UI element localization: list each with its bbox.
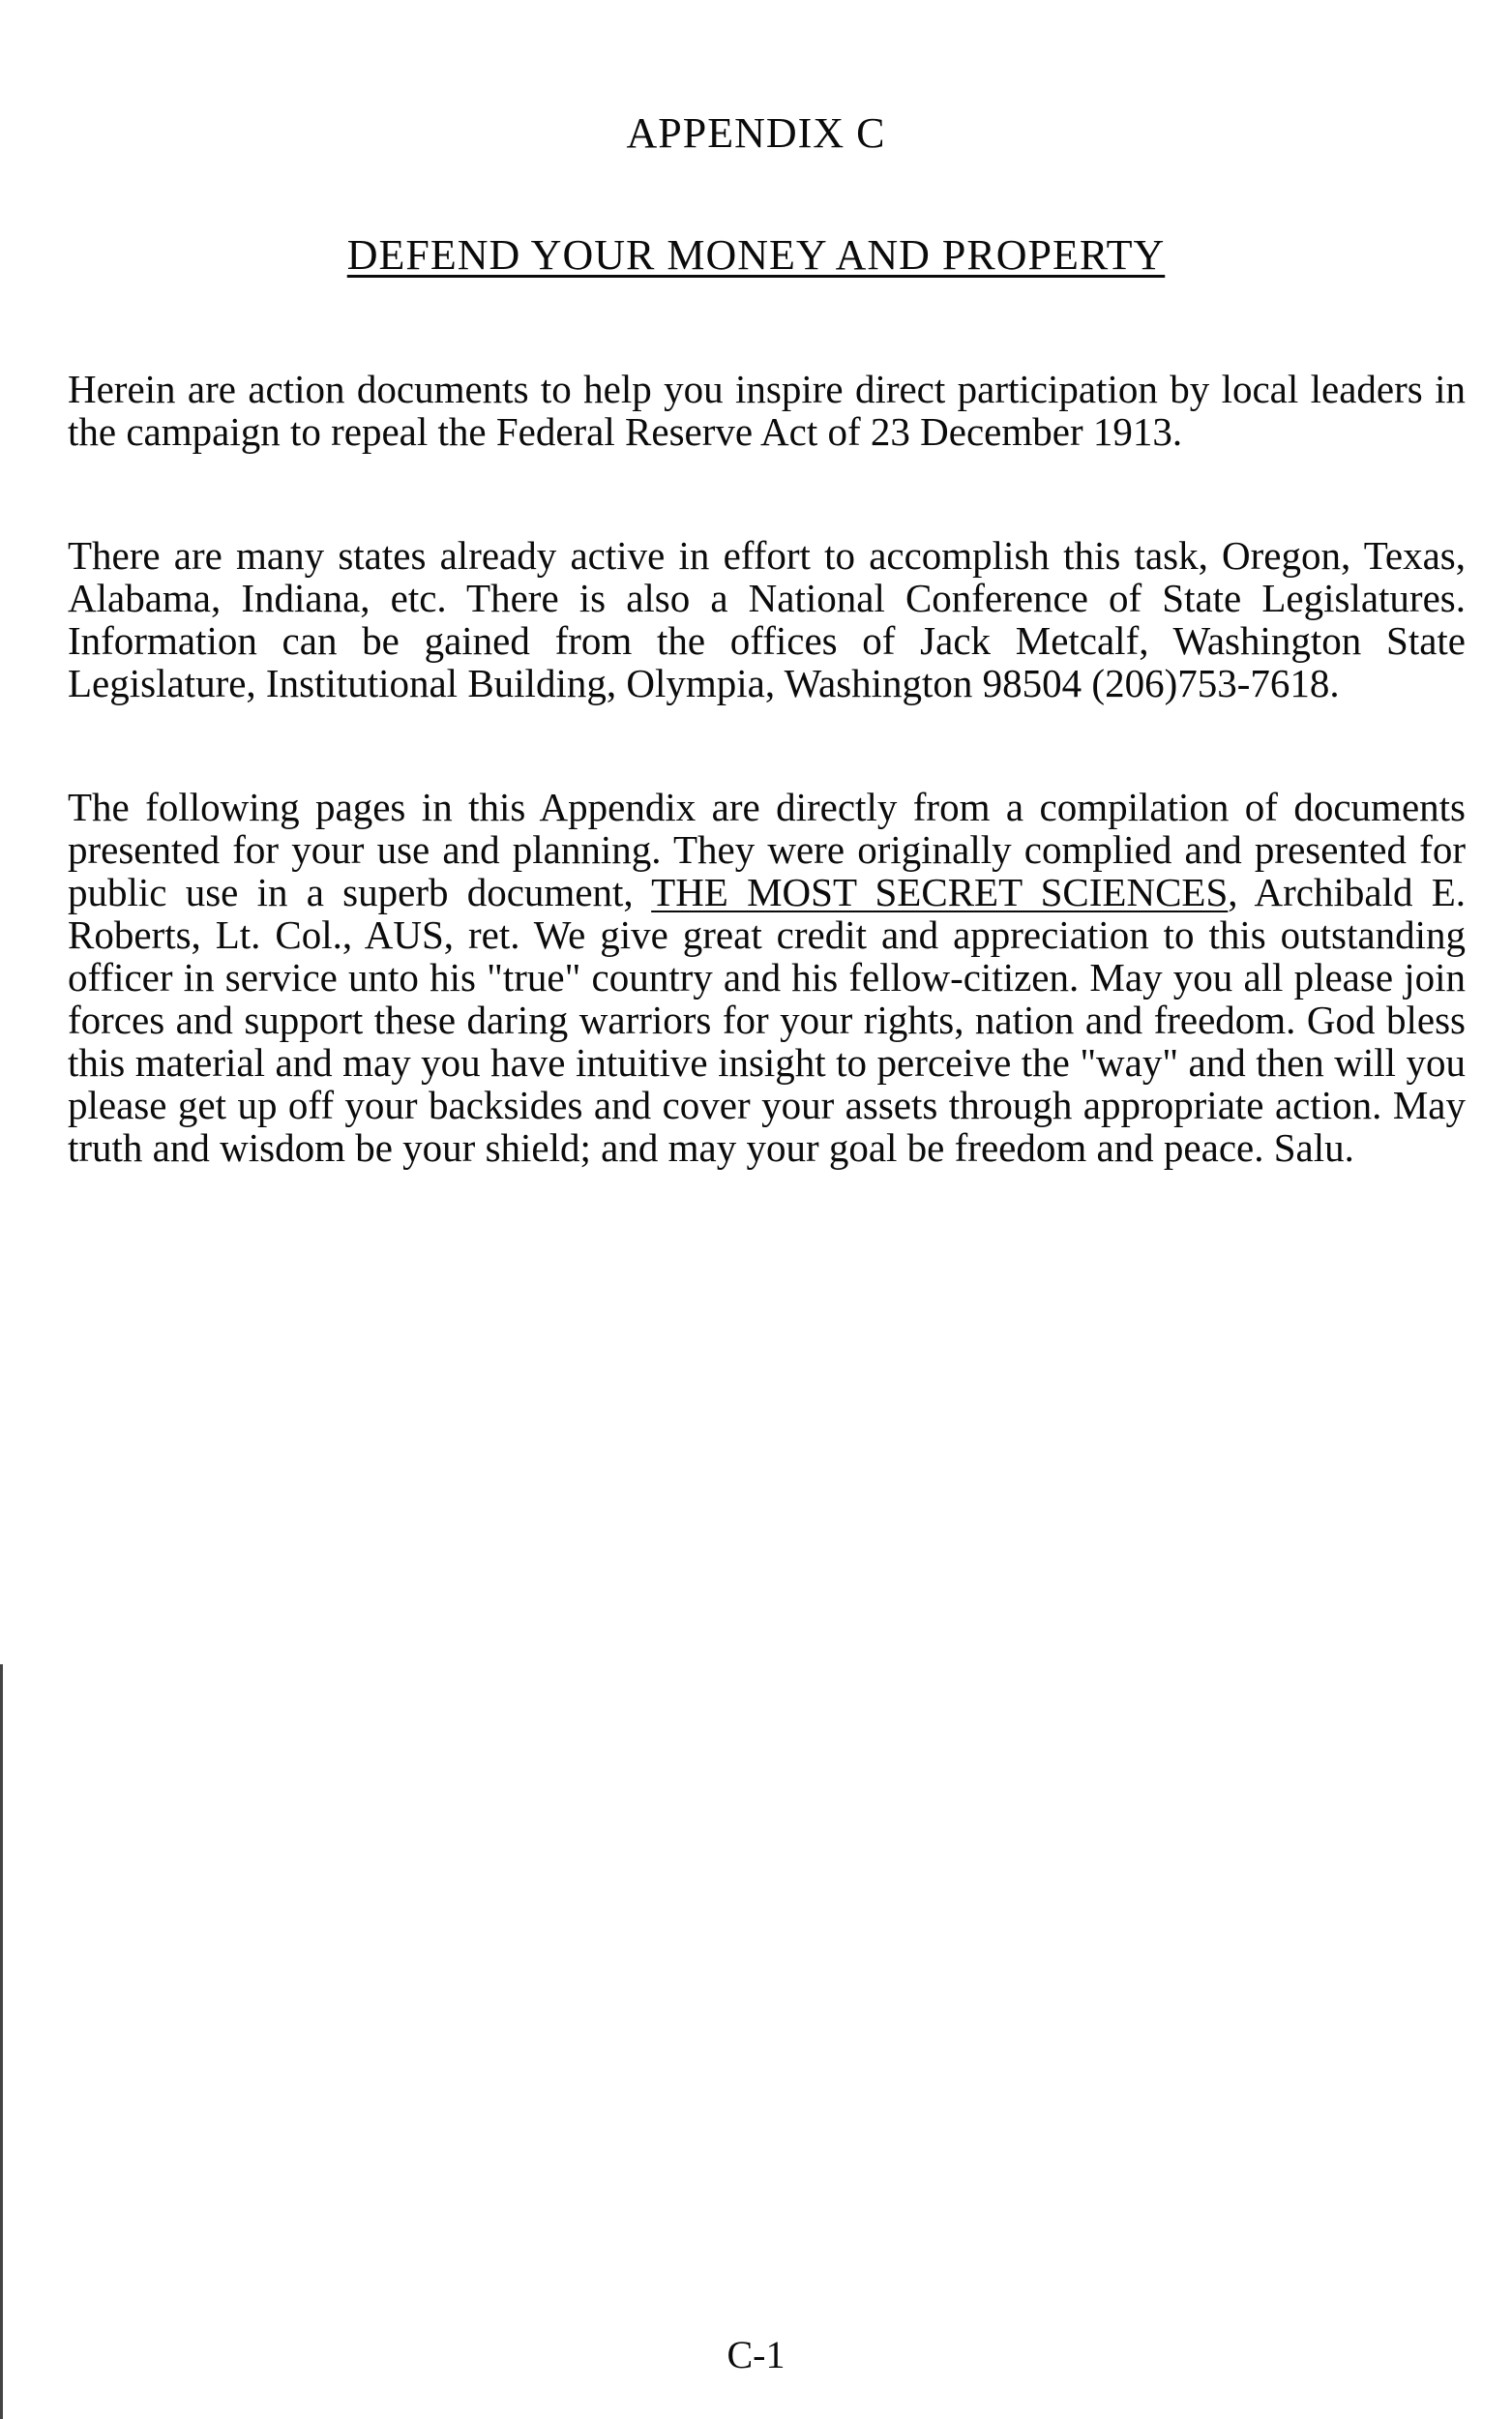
scan-margin-line [0, 1664, 3, 2419]
states-paragraph: There are many states already active in effort to accomplish this task, Oregon, Texas, Alabama, Indiana, etc. There is also a National Conference of State Legislatures. Information can be gained from the offices of Jack Metcalf, Washington State Legislature, Institutional Building, Olympia, Washington 98504 (206)753-7618. [68, 533, 1466, 705]
book-title: THE MOST SECRET SCIENCES [651, 870, 1229, 914]
compilation-text-end: , Archibald E. Roberts, Lt. Col., AUS, ret. We give great credit and appreciation to this outstanding officer in service unto his "true" country and his fellow-citizen. May you all please join forces and support these daring warriors for your rights, nation and freedom. God bless this material and may you have intuitive insight to perceive the "way" and then will you please get up off your backsides and cover your assets through appropriate action. May truth and wisdom be your shield; and may your goal be freedom and peace. Salu. [68, 870, 1466, 1170]
compilation-text-start: The following pages in this Appendix are directly from a compilation of documents presented for your use and planning. They were originally complied and presented for public use in a superb document, [68, 785, 1466, 914]
appendix-title: APPENDIX C [626, 109, 886, 157]
page-number: C-1 [726, 2333, 786, 2376]
intro-paragraph: Herein are action documents to help you inspire direct participation by local leaders in the campaign to repeal the Federal Reserve Act of 23 December 1913. [68, 367, 1466, 454]
section-title: DEFEND YOUR MONEY AND PROPERTY [346, 231, 1166, 279]
compilation-paragraph [68, 786, 1466, 1169]
